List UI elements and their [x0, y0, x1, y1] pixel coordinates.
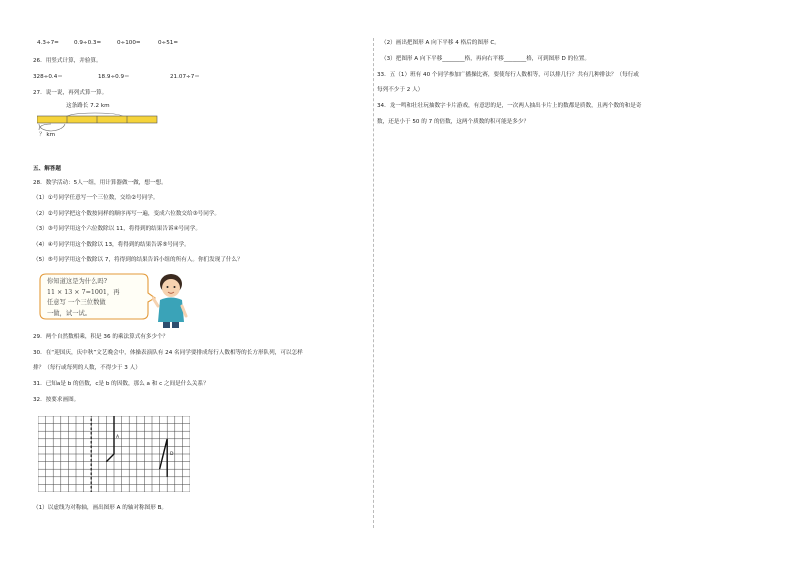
- figure-d-label: D: [170, 452, 174, 457]
- calc-row-item: 0÷51=: [158, 40, 179, 46]
- q28-step: （4）④号同学用这个数除以 13，将得到的结果告诉⑤号同学。: [33, 242, 190, 248]
- question-29: 29．两个自然数相乘，积是 36 的乘法算式有多少个？: [33, 334, 169, 340]
- speech-line: 一做，试一试。: [47, 309, 92, 317]
- question-28: 28．数学活动：5人一组，用计算器做一做，想一想。: [33, 180, 167, 186]
- question-30: 30．在“迎国庆，庆中秋”文艺晚会中，体操表演队有 24 名同学要排成每行人数相等的长方形队列，可以怎样: [33, 350, 303, 356]
- speech-line: 11 × 13 × 7=1001，再: [47, 288, 120, 296]
- q26-item: 328÷0.4＝: [33, 74, 63, 80]
- q28-step: （1）①号同学任意写一个三位数，交给②号同学。: [33, 195, 159, 201]
- calc-row-item: 4.3÷7=: [37, 40, 59, 46]
- question-34-cont: 数，还是小于 50 的 7 的倍数，这两个质数的积可能是多少？: [377, 119, 530, 125]
- speech-bubble-text: [47, 277, 120, 319]
- calc-row-item: 0÷100=: [117, 40, 141, 46]
- question-34: 34．龙一鸣和壮壮玩抽数字卡片游戏，有意思的是，一次两人抽出卡片上的数都是质数，且两个数的和是奇: [377, 103, 642, 109]
- segment-bottom-label: ？ km: [39, 132, 56, 138]
- calc-row-item: 0.9÷0.3=: [74, 40, 102, 46]
- figure-a-label: A: [116, 435, 120, 440]
- question-32: 32．按要求画图。: [33, 397, 80, 403]
- q26-item: 21.07÷7＝: [170, 74, 200, 80]
- speech-line: 你知道这是为什么吗?: [47, 278, 108, 285]
- q28-step: （3）③号同学用这个六位数除以 11，将得到的结果告诉④号同学。: [33, 226, 201, 232]
- road-segment-diagram: [37, 110, 159, 142]
- drawing-grid: [38, 416, 190, 492]
- section-heading: 五、解答题: [33, 166, 61, 172]
- question-32-part-2: （2）画出把图形 A 向下平移 4 格后的图形 C。: [381, 40, 500, 46]
- q28-step: （5）⑤号同学用这个数除以 7，将得到的结果告诉小组的所有人。你们发现了什么？: [33, 257, 243, 263]
- q28-step: （2）②号同学把这个数按同样的顺序再写一遍，变成六位数交给③号同学。: [33, 211, 220, 217]
- question-30-cont: 排？（每行或每列的人数，不得少于 3 人）: [33, 365, 141, 371]
- question-31: 31．已知a是 b 的倍数，c是 b 的因数，那么 a 和 c 之间是什么关系？: [33, 381, 209, 387]
- question-33-cont: 每列不少于 2 人）: [377, 87, 424, 93]
- q26-item: 18.9÷0.9＝: [98, 74, 130, 80]
- segment-top-label: 这条路长 7.2 km: [66, 103, 110, 109]
- question-32-part-3: （3）把图形 A 向下平移________格，再向右平移________格，可到图形 D 的位置。: [381, 56, 590, 62]
- question-32-part-1: （1）以虚线为对称轴，画出图形 A 的轴对称图形 B。: [33, 505, 168, 511]
- question-33: 33．五（1）班有 40 个同学参加广播操比赛，要使每行人数相等，可以排几行？共有几种排法？（每行或: [377, 72, 639, 78]
- column-divider: [373, 38, 374, 528]
- question-27: 27．说一说，再列式算一算。: [33, 90, 108, 96]
- question-26: 26．用竖式计算，并验算。: [33, 58, 102, 64]
- speech-line: 任意写 一个三位数做: [47, 299, 106, 306]
- student-illustration: [152, 270, 190, 330]
